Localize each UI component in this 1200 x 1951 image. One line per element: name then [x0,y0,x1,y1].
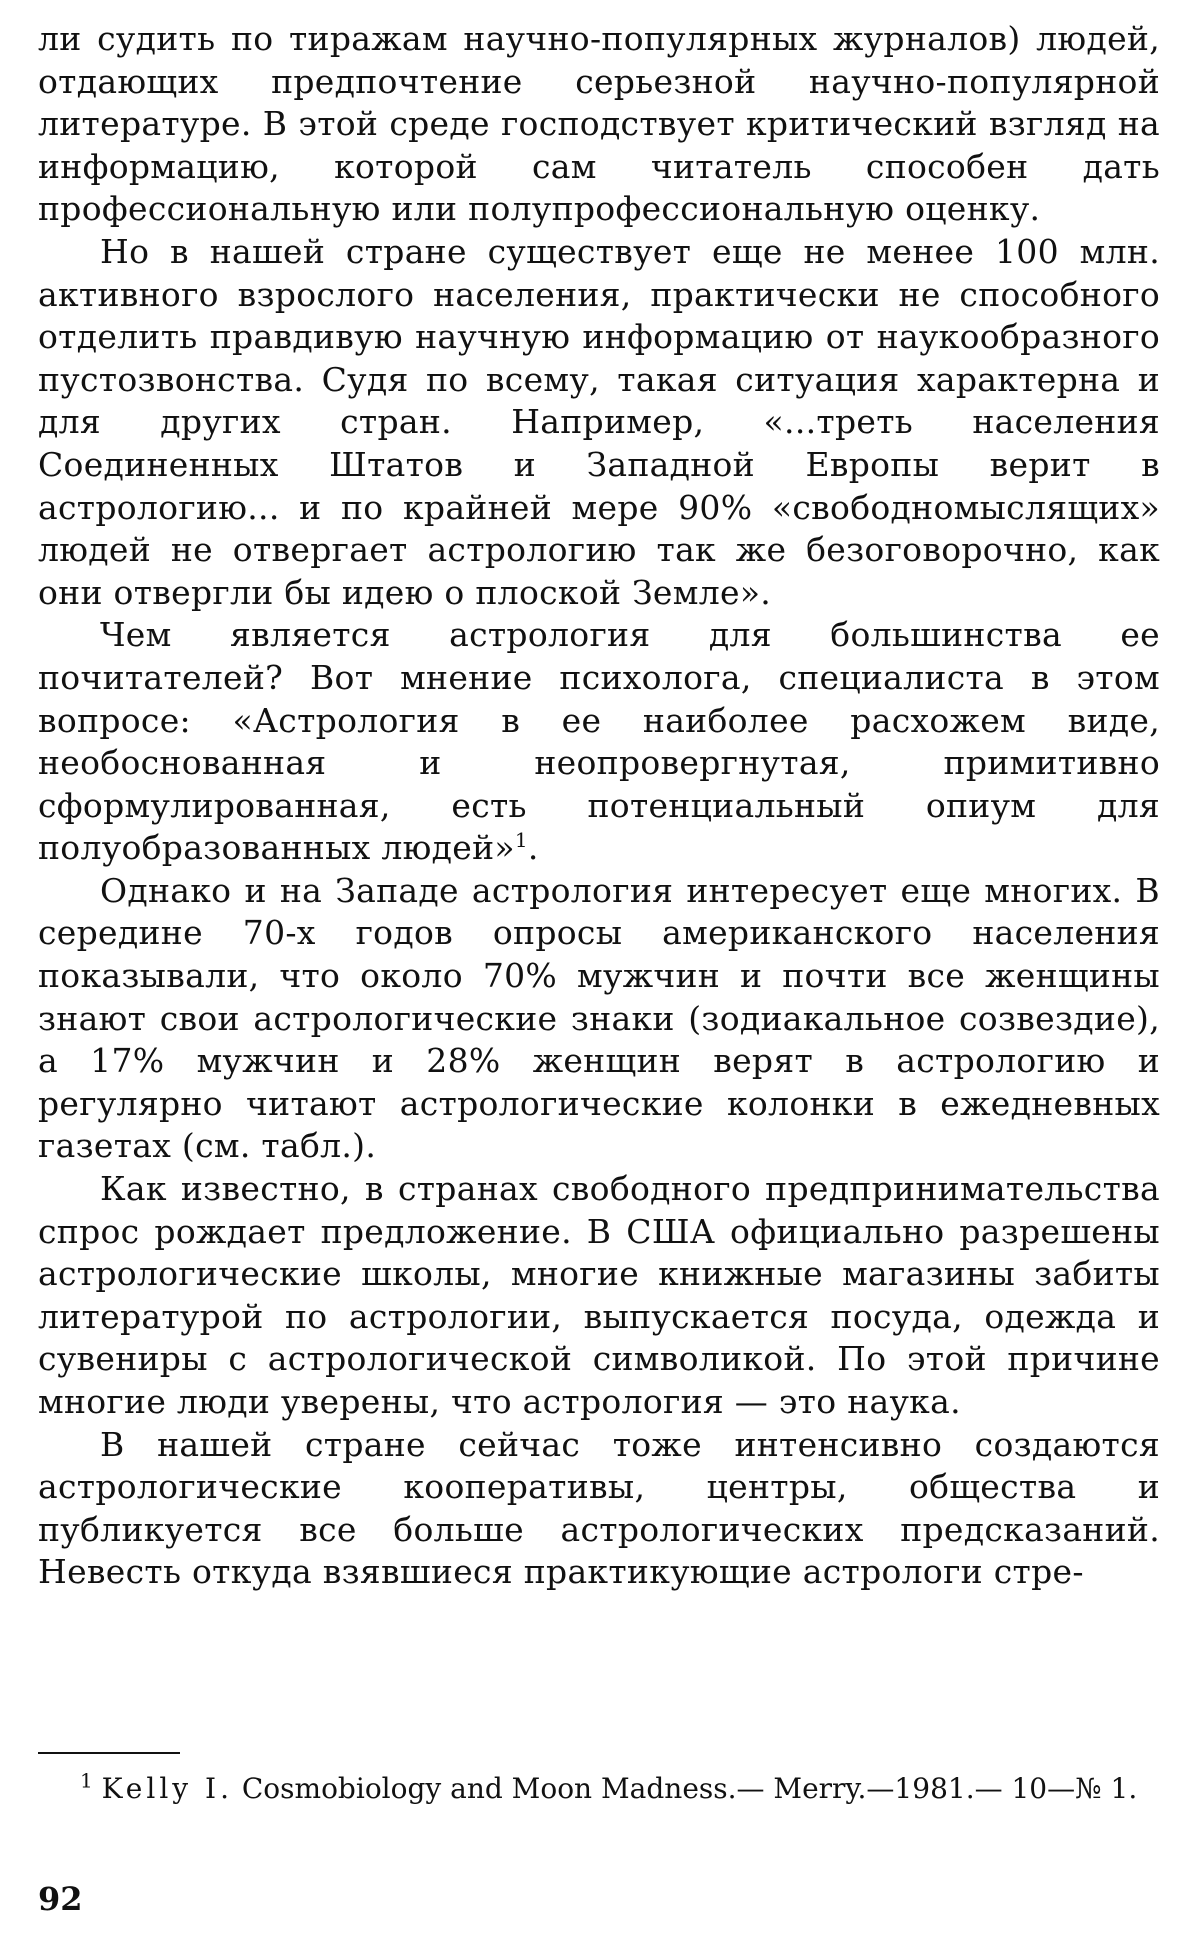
page-body [38,18,1160,1594]
paragraph-3-tail: . [527,828,539,868]
paragraph-6 [38,1424,1160,1594]
paragraph-1-text: ли судить по тиражам научно-популярных журналов) людей, отдающих предпочтение серьезной научно-популярной литературе. В этой среде господствует критический взгляд на информацию, которой сам читатель способен дать профессиональную или полупрофессиональную оценку. [38,19,1160,229]
footnote [38,1770,1160,1808]
paragraph-4 [38,870,1160,1168]
paragraph-6-text: В нашей стране сейчас тоже интенсивно создаются астрологические кооперативы, центры, общества и публикуется все больше астрологических предсказаний. Невесть откуда взявшиеся практикующие астрологи стре- [38,1424,1160,1592]
footnote-marker: 1 [80,1768,93,1793]
footnote-author: Kelly I. [101,1772,233,1805]
page-number: 92 [38,1880,83,1918]
footnote-text: Cosmobiology and Moon Madness.— Merry.—1981.— 10—№ 1. [241,1772,1138,1805]
footnote-reference: 1 [514,828,528,853]
paragraph-5 [38,1168,1160,1424]
footnote-divider [38,1752,180,1754]
paragraph-4-text: Однако и на Западе астрология интересует еще многих. В середине 70-х годов опросы американского населения показывали, что около 70% мужчин и почти все женщины знают свои астрологические знаки (зодиакальное созвездие), а 17% мужчин и 28% женщин верят в астрологию и регулярно читают астрологические колонки в ежедневных газетах (см. табл.). [38,870,1160,1166]
paragraph-3 [38,614,1160,870]
paragraph-1 [38,18,1160,231]
paragraph-5-text: Как известно, в странах свободного предпринимательства спрос рождает предложение. В США официально разрешены астрологические школы, многие книжные магазины забиты литературой по астрологии, выпускается посуда, одежда и сувениры с астрологической символикой. По этой причине многие люди уверены, что астрология — это наука. [38,1169,1160,1421]
paragraph-2 [38,231,1160,614]
paragraph-3-text: Чем является астрология для большинства ее почитателей? Вот мнение психолога, специалиста в этом вопросе: «Астрология в ее наиболее расхожем виде, необоснованная и неопровергнутая, примитивно сформулированная, есть потенциальный опиум для полуобразованных людей» [38,615,1160,868]
paragraph-2-text: Но в нашей стране существует еще не менее 100 млн. активного взрослого населения, практически не способного отделить правдивую научную информацию от наукообразного пустозвонства. Судя по всему, такая ситуация характерна и для других стран. Например, «...треть населения Соединенных Штатов и Западной Европы верит в астрологию... и по крайней мере 90% «свободномыслящих» людей не отвергает астрологию так же безоговорочно, как они отвергли бы идею о плоской Земле». [38,231,1160,612]
